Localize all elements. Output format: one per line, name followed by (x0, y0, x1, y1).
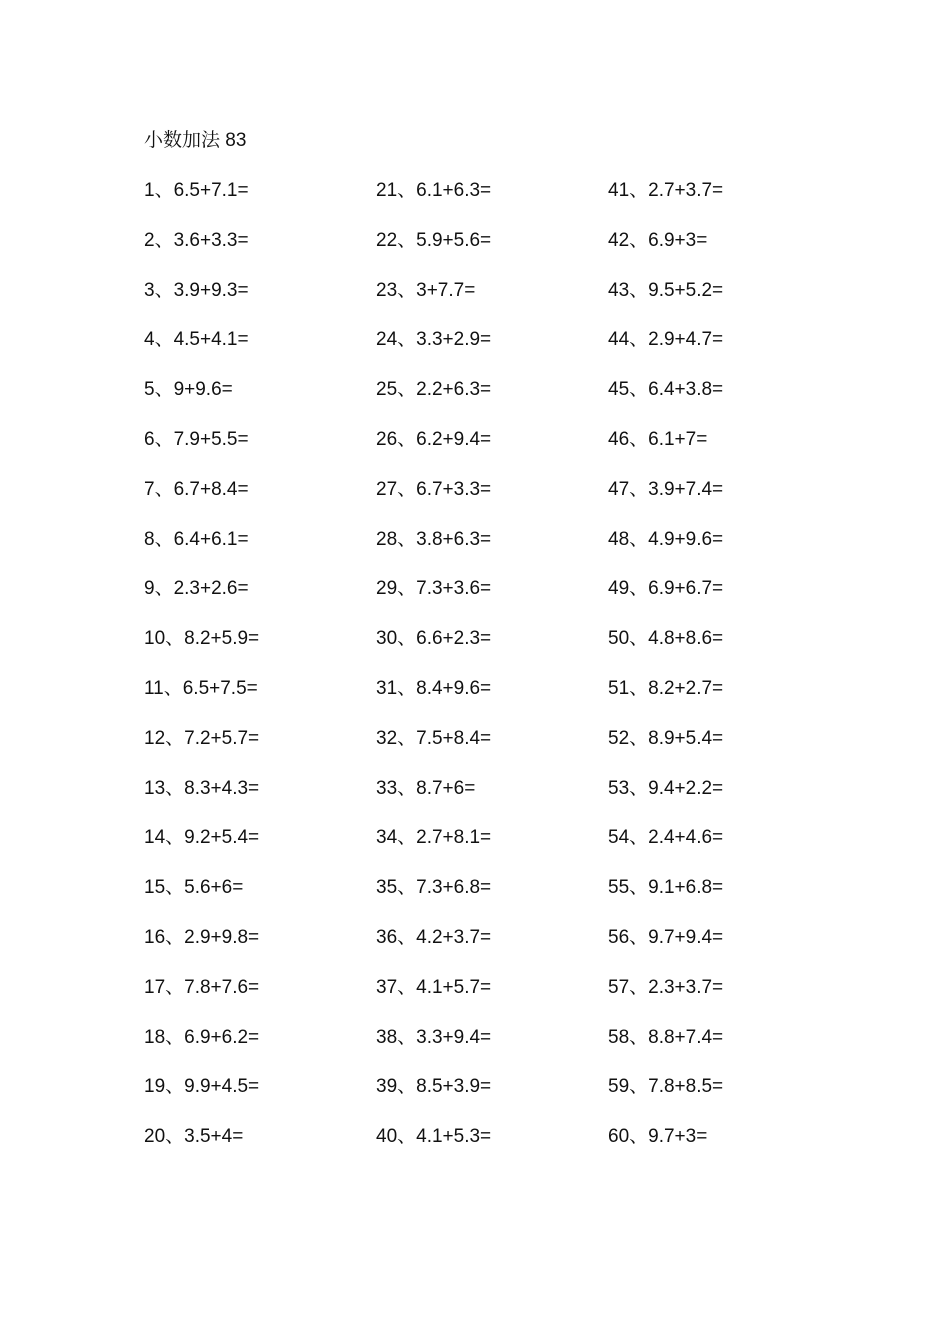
problem-24: 24、3.3+2.9= (376, 329, 492, 351)
problem-column-3 (608, 177, 828, 1173)
problem-column-1 (144, 177, 364, 1173)
problem-1: 1、6.5+7.1= (144, 180, 249, 201)
problem-14: 14、9.2+5.4= (144, 827, 260, 849)
problem-30: 30、6.6+2.3= (376, 628, 492, 650)
problem-21: 21、6.1+6.3= (376, 180, 492, 201)
problem-7: 7、6.7+8.4= (144, 478, 249, 500)
problem-10: 10、8.2+5.9= (144, 628, 260, 650)
problem-53: 53、9.4+2.2= (608, 777, 724, 799)
problem-4: 4、4.5+4.1= (144, 329, 249, 351)
problem-47: 47、3.9+7.4= (608, 478, 724, 500)
problem-18: 18、6.9+6.2= (144, 1026, 260, 1048)
problem-6: 6、7.9+5.5= (144, 428, 249, 450)
problem-3: 3、3.9+9.3= (144, 279, 249, 301)
problem-60: 60、9.7+3= (608, 1126, 708, 1148)
problem-27: 27、6.7+3.3= (376, 478, 492, 500)
problem-37: 37、4.1+5.7= (376, 976, 492, 998)
problem-26: 26、6.2+9.4= (376, 428, 492, 450)
problem-8: 8、6.4+6.1= (144, 528, 249, 550)
problem-40: 40、4.1+5.3= (376, 1126, 492, 1148)
problem-41: 41、2.7+3.7= (608, 180, 724, 201)
problem-52: 52、8.9+5.4= (608, 727, 724, 749)
problem-9: 9、2.3+2.6= (144, 578, 249, 600)
problem-38: 38、3.3+9.4= (376, 1026, 492, 1048)
problem-13: 13、8.3+4.3= (144, 777, 260, 799)
problem-19: 19、9.9+4.5= (144, 1076, 260, 1098)
problem-45: 45、6.4+3.8= (608, 379, 724, 401)
problem-11: 11、6.5+7.5= (144, 677, 258, 699)
problem-column-2 (376, 177, 596, 1173)
problem-50: 50、4.8+8.6= (608, 628, 724, 650)
problem-28: 28、3.8+6.3= (376, 528, 492, 550)
problem-54: 54、2.4+4.6= (608, 827, 724, 849)
problem-57: 57、2.3+3.7= (608, 976, 724, 998)
problem-15: 15、5.6+6= (144, 877, 244, 899)
problem-36: 36、4.2+3.7= (376, 926, 492, 948)
problem-32: 32、7.5+8.4= (376, 727, 492, 749)
problem-25: 25、2.2+6.3= (376, 379, 492, 401)
problem-58: 58、8.8+7.4= (608, 1026, 724, 1048)
problem-29: 29、7.3+3.6= (376, 578, 492, 600)
problem-55: 55、9.1+6.8= (608, 877, 724, 899)
problem-23: 23、3+7.7= (376, 279, 476, 301)
problem-49: 49、6.9+6.7= (608, 578, 724, 600)
problem-17: 17、7.8+7.6= (144, 976, 260, 998)
problem-43: 43、9.5+5.2= (608, 279, 724, 301)
problem-35: 35、7.3+6.8= (376, 877, 492, 899)
problem-22: 22、5.9+5.6= (376, 229, 492, 251)
problem-33: 33、8.7+6= (376, 777, 476, 799)
problem-16: 16、2.9+9.8= (144, 926, 260, 948)
problem-20: 20、3.5+4= (144, 1126, 244, 1148)
problem-51: 51、8.2+2.7= (608, 677, 724, 699)
problem-48: 48、4.9+9.6= (608, 528, 724, 550)
problem-56: 56、9.7+9.4= (608, 926, 724, 948)
problem-31: 31、8.4+9.6= (376, 677, 492, 699)
problem-59: 59、7.8+8.5= (608, 1076, 724, 1098)
problem-39: 39、8.5+3.9= (376, 1076, 492, 1098)
problem-34: 34、2.7+8.1= (376, 827, 492, 849)
problem-5: 5、9+9.6= (144, 379, 233, 401)
problem-12: 12、7.2+5.7= (144, 727, 260, 749)
worksheet-title: 小数加法 83 (144, 130, 247, 151)
problem-2: 2、3.6+3.3= (144, 229, 249, 251)
problem-44: 44、2.9+4.7= (608, 329, 724, 351)
problem-46: 46、6.1+7= (608, 428, 708, 450)
problem-42: 42、6.9+3= (608, 229, 708, 251)
